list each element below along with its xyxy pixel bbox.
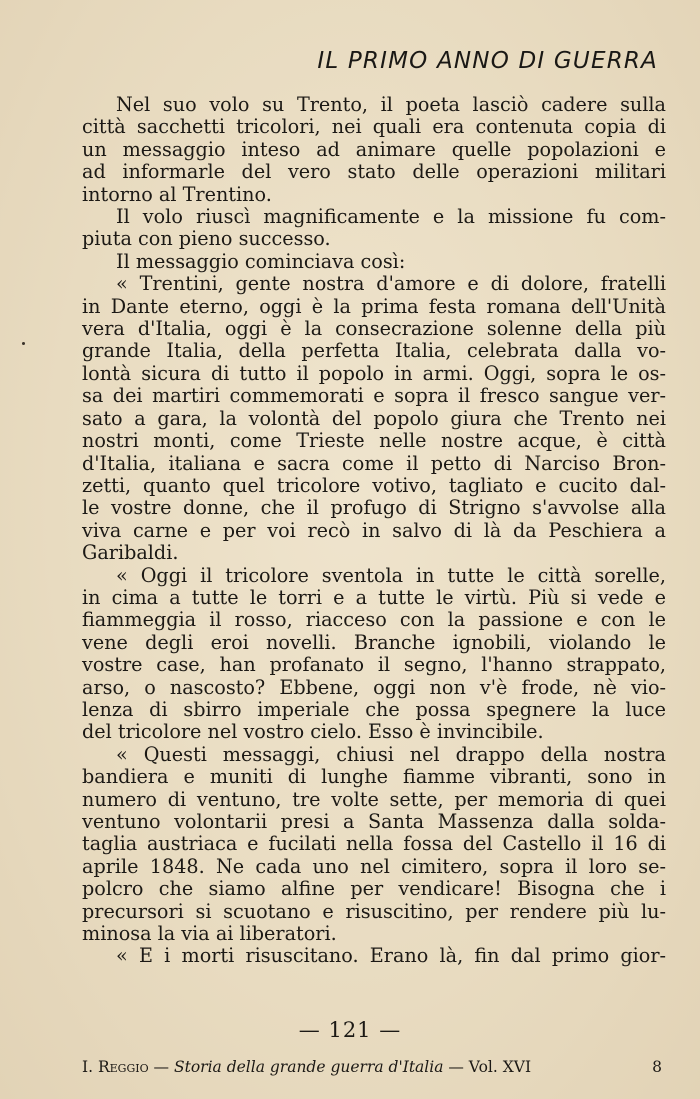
text-line: viva carne e per voi recò in salvo di là da Peschiera a: [82, 518, 666, 542]
text-line: vene degli eroi novelli. Branche ignobili, violando le: [82, 630, 666, 654]
text-line: intorno al Trentino.: [82, 182, 272, 206]
text-line: ad informarle del vero stato delle operazioni militari: [82, 160, 666, 184]
paragraph: [82, 273, 666, 564]
text-line: lontà sicura di tutto il popolo in armi. Oggi, sopra le os-: [82, 361, 666, 385]
text-line: « Trentini, gente nostra d'amore e di dolore, fratelli: [116, 272, 666, 296]
text-line: lenza di sbirro imperiale che possa spegnere la luce: [82, 697, 666, 721]
text-line: sa dei martiri commemorati e sopra il fresco sangue ver-: [82, 384, 666, 408]
text-line: arso, o nascosto? Ebbene, oggi non v'è frode, nè vio-: [82, 675, 666, 699]
text-line: Nel suo volo su Trento, il poeta lasciò cadere sulla: [116, 93, 666, 116]
text-line: Garibaldi.: [82, 541, 179, 565]
text-line: polcro che siamo alfine per vendicare! Bisogna che i: [82, 877, 666, 901]
text-line: piuta con pieno successo.: [82, 227, 331, 251]
paragraph: [82, 744, 666, 946]
text-line: vera d'Italia, oggi è la consecrazione solenne della più: [82, 317, 666, 341]
page-number: — 121 —: [298, 1018, 402, 1042]
footer-book-title: Storia della grande guerra d'Italia: [173, 1058, 444, 1076]
text-line: in cima a tutte le torri e a tutte le virtù. Più si vede e: [82, 585, 666, 609]
text-line: nostri monti, come Trieste nelle nostre acque, è città: [82, 429, 666, 453]
text-line: numero di ventuno, tre volte sette, per memoria di quei: [82, 787, 666, 811]
text-line: città sacchetti tricolori, nei quali era contenuta copia di: [82, 115, 666, 139]
text-line: Il volo riuscì magnificamente e la missione fu com-: [116, 205, 666, 229]
paragraph: [82, 565, 666, 744]
text-line: zetti, quanto quel tricolore votivo, tagliato e cucito dal-: [82, 473, 666, 497]
footer-separator: —: [148, 1058, 174, 1076]
footer-author: I. Reggio: [82, 1058, 149, 1076]
text-line: bandiera e muniti di lunghe fiamme vibranti, sono in: [82, 765, 666, 789]
text-line: « Questi messaggi, chiusi nel drappo della nostra: [116, 742, 666, 766]
paragraph: [82, 945, 666, 967]
text-line: precursori si scuotano e risuscitino, per rendere più lu-: [82, 899, 666, 923]
text-line: in Dante eterno, oggi è la prima festa romana dell'Unità: [82, 294, 666, 318]
body-text: [82, 94, 666, 968]
text-line: un messaggio inteso ad animare quelle popolazioni e: [82, 137, 666, 161]
text-line: « Oggi il tricolore sventola in tutte le città sorelle,: [116, 563, 666, 587]
text-line: minosa la via ai liberatori.: [82, 922, 337, 946]
text-line: vostre case, han profanato il segno, l'hanno strappato,: [82, 653, 666, 677]
text-line: sato a gara, la volontà del popolo giura che Trento nei: [82, 406, 666, 430]
text-line: aprile 1848. Ne cada uno nel cimitero, sopra il loro se-: [82, 854, 666, 878]
text-line: ventuno volontarii presi a Santa Massenza dalla solda-: [82, 810, 666, 833]
footer-signature-mark: 8: [652, 1058, 662, 1076]
paragraph: [82, 251, 666, 273]
text-line: d'Italia, italiana e sacra come il petto di Narciso Bron-: [82, 451, 666, 475]
footer-volume: — Vol. XVI: [443, 1058, 532, 1076]
paper-speck: [22, 342, 25, 345]
text-line: del tricolore nel vostro cielo. Esso è invincibile.: [82, 720, 544, 744]
text-line: « E i morti risuscitano. Erano là, fin dal primo gior-: [116, 944, 666, 968]
running-head: IL PRIMO ANNO DI GUERRA: [317, 48, 658, 74]
text-line: grande Italia, della perfetta Italia, celebrata dalla vo-: [82, 339, 666, 363]
text-line: Il messaggio cominciava così:: [116, 249, 406, 273]
text-line: fiammeggia il rosso, riacceso con la passione e con le: [82, 608, 666, 632]
paragraph: [82, 94, 666, 206]
text-line: taglia austriaca e fucilati nella fossa del Castello il 16 di: [82, 832, 666, 856]
paragraph: [82, 206, 666, 251]
footer: [82, 1058, 662, 1076]
text-line: le vostre donne, che il profugo di Strigno s'avvolse alla: [82, 496, 666, 520]
